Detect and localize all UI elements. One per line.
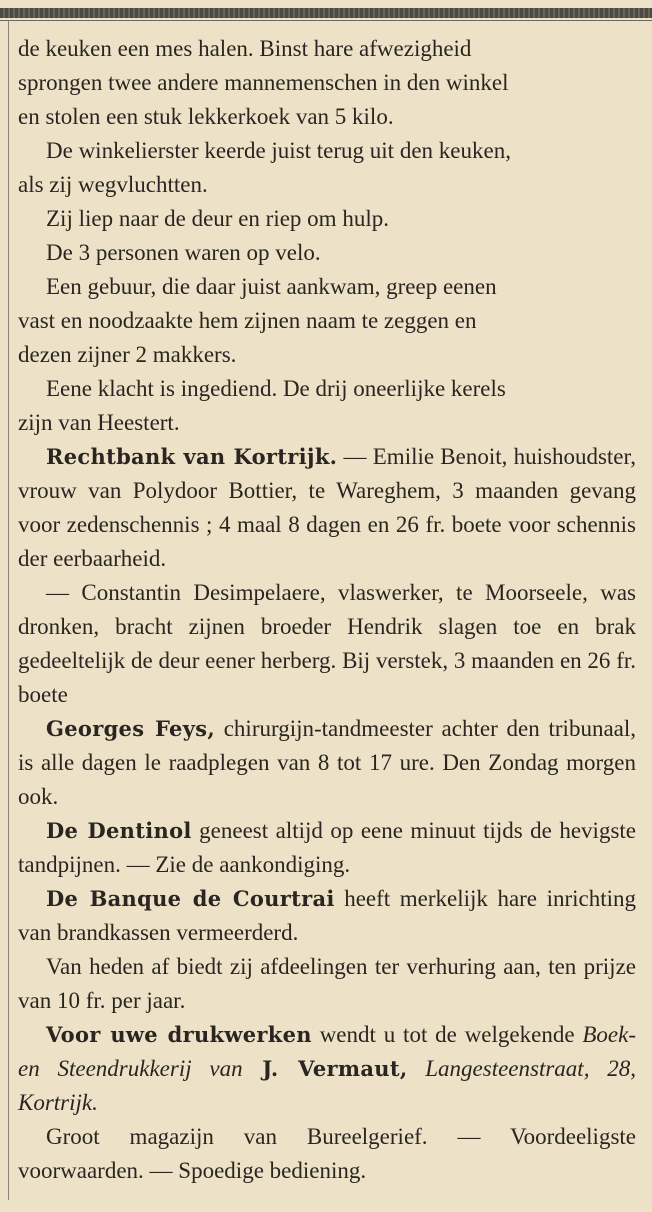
court-heading: Rechtbank van Kortrijk. [46, 444, 338, 469]
dentinol-name: De Dentinol [46, 818, 192, 843]
paragraph-complaint: Eene klacht is ingediend. De drij oneerlijke kerels zijn van Heestert. [18, 376, 506, 435]
court-report-2: — Constantin Desimpelaere, vlaswerker, te Moorseele, was dronken, bracht zijnen broeder Hendrik slagen toe en brak gedeeltelijk de deur eener herberg. Bij verstek, 3 maanden en 26 fr. boete [18, 580, 636, 707]
print-heading: Voor uwe drukwerken [46, 1022, 312, 1047]
top-border-rule [0, 8, 652, 18]
ad-printing-2: Groot magazijn van Bureelgerief. — Voordeeligste voorwaarden. — Spoedige bediening. [18, 1124, 636, 1183]
ad-dentinol: De Dentinol geneest altijd op eene minuut tijds de hevigste tandpijnen. — Zie de aankondiging. [18, 818, 637, 877]
printer-name: J. Vermaut, [242, 1056, 408, 1081]
ad-printing: Voor uwe drukwerken wendt u tot de welgekende Boek- en Steendrukkerij van J. Vermaut, Langesteenstraat, 28, Kortrijk. [18, 1022, 636, 1115]
court-text: — Emilie Benoit, huishoudster, vrouw van Polydoor Bottier, te Wareghem, 3 maanden gevang voor zedenschennis ; 4 maal 8 dagen en 26 fr. boete voor schennis der eerbaarheid. [18, 444, 636, 571]
article-column [18, 32, 636, 1188]
ad-feys: Georges Feys, chirurgijn-tandmeester achter den tribunaal, is alle dagen le raadplegen van 8 tot 17 ure. Den Zondag morgen ook. [18, 716, 636, 809]
ad-banque: De Banque de Courtrai heeft merkelijk hare inrichting van brandkassen vermeerderd. [18, 886, 637, 945]
banque-name: De Banque de Courtrai [46, 886, 335, 911]
ad-banque-2: Van heden af biedt zij afdeelingen ter verhuring aan, ten prijze van 10 fr. per jaar. [18, 954, 636, 1013]
court-report [18, 440, 636, 576]
top-thin-rule [0, 20, 652, 21]
paragraph-help: Zij liep naar de deur en riep om hulp. [46, 206, 389, 231]
paragraph-theft-end: de keuken een mes halen. Binst hare afwezigheid sprongen twee andere mannemenschen in den winkel en stolen een stuk lekkerkoek van 5 kilo. [18, 36, 509, 129]
paragraph-velo: De 3 personen waren op velo. [46, 240, 321, 265]
feys-name: Georges Feys, [46, 716, 215, 741]
column-rule [8, 20, 9, 1200]
paragraph-neighbour: Een gebuur, die daar juist aankwam, greep eenen vast en noodzaakte hem zijnen naam te zeggen en dezen zijner 2 makkers. [18, 274, 497, 367]
paragraph-return: De winkelierster keerde juist terug uit den keuken, als zij wegvluchtten. [18, 138, 511, 197]
